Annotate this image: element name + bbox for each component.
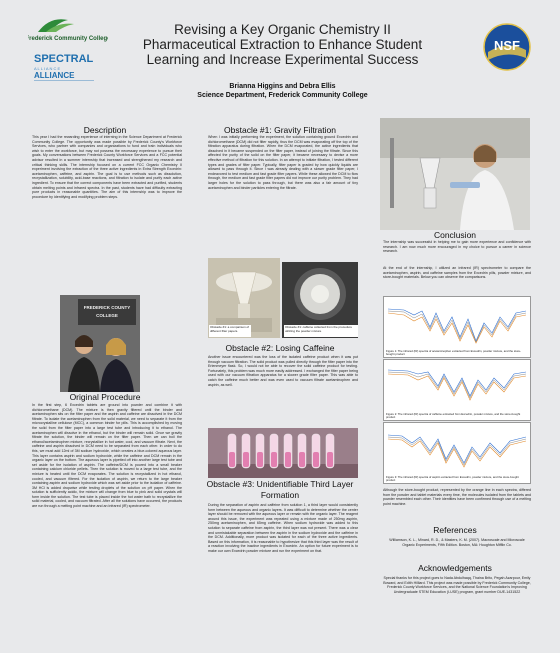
ir-spectrum-figure-3 <box>383 422 531 484</box>
nsf-logo-text: NSF <box>494 38 520 53</box>
authors: Brianna Higgins and Debra Ellis <box>229 83 336 90</box>
conclusion-text-1: The internship was successful in helping me to gain more experience and confidence with research. I am now much more encouraged in my choice to pursue a career in science research. <box>383 240 531 254</box>
sa-logo-sub-top: A L L I A N C E <box>34 66 61 71</box>
conclusion-text-2: At the end of the internship, I utilized an infrared (IR) spectrometer to compare the acetaminophen, aspirin, and caffeine samples from the Excedrin pills, powder mixture, and store-bought materials. Below you can observe the comparisons. <box>383 266 531 280</box>
lab-work-photo <box>380 118 530 230</box>
obstacle3-text: During the separation of aspirin and caffeine from solution 1, a third layer would consistently form between the aqueous and organic layers. It was difficult to determine whether the center layer should be removed with the aqueous layer or remain with the organic layer. The reagent around this issue, the experiment was repeated using a mixture made of 250mg aspirin, 250mg acetaminophen, and 65mg caffeine. When sodium hydroxide was added to this solution to separate caffeine from aspirin, the third layer was not present. There was a clear and unmistakable separation between the aspirin in the sodium hydroxide and the caffeine in the DCM. Additionally, more product was isolated for each of the three active ingredients. Based on this information, it is reasonable to hypothesize that this third layer was the result of a reaction involving the inactive ingredients in Excedrin. An option for future experiment is to make our own Excedrin powder mixture and run the experiment on that. <box>208 503 358 553</box>
obstacle3-title: Obstacle #3: Unidentifiable Third Layer Formation <box>206 479 354 500</box>
svg-text:COLLEGE: COLLEGE <box>96 313 118 318</box>
poster-authors <box>140 82 425 100</box>
ir-figure-3-caption: Figure 3: The infrared (IR) spectra of aspirin extracted from Excedrin, powder mixture, and the store-bought product <box>386 474 519 482</box>
acknowledgements-title: Acknowledgements <box>418 563 492 573</box>
fcc-logo <box>28 14 108 44</box>
acknowledgements-text: Special thanks for this project goes to Nada Abdulhaqq, Thaina Brito, Pegah Azarpour, Emily Boward, and Edith Hilliard. This project was made possible by Frederick Community College, Frederick County Workforce Services, and the National Science Foundation's Improving Undergraduate STEM Education (I-USE) program, grant number DUE-1431522 <box>383 576 531 594</box>
obstacle1-text: When I was initially performing the experiment, the solution containing ground Excedrin and dichloromethane (DCM) did not filter rapidly, thus the DCM was evaporating off the top of the filtration apparatus during filtration. When the DCM evaporated, the active ingredients that dissolved in it became suspended on the filter paper, instead of joining the filtrate. Since this affected the purity of the solid on the filter paper, it became necessary to devise a more effective method of filtration for this solution. In an attempt to initiate filtration, I tested different types and grades of filter paper. Typically, filter paper is graded by how quickly liquids are allowed to pass through it. Since I was already dealing with a slower grade filter paper, I endeavored to test medium and fast grade filter papers. While these allowed the DCM to flow through, the medium and fast grade filter papers did not improve our purity problem. They had larger holes for the solution to pass through, but there was also a fair amount of tiny acetaminophen and binder particles entering the filtrate. <box>208 135 358 190</box>
references-title: References <box>433 525 477 535</box>
ir-figure-2-caption: Figure 2: The infrared (IR) spectra of caffeine extracted from Excedrin, powder mixture, and the store-bought product <box>386 411 521 419</box>
affiliation: Science Department, Frederick Community College <box>197 92 368 99</box>
original-procedure-text: In the first step, 6 Excedrin tablets are ground into powder and combine it with dichloromethane (DCM). The mixture is then gravity filtered until the binder and acetaminophen sits on the filter paper and the aspirin and caffeine are dissolved in the DCM filtrate. To isolate the acetaminophen from the solid material, we need to separate it from the microcrystalline cellulose (MCC), a common binder for pills. This is accomplished by moving the solid from the filter paper into a large test tube and introducing it to ethanol. The acetaminophen will dissolve in the ethanol, but the binder will remain solid. Once we gravity filtrate the solution, the binder will remain on the filter paper. Then we can boil the ethanol/acetaminophen mixture, recrystallize in hot water, cool, and vacuum filtrate. Next, the caffeine and aspirin dissolved in DCM need to be separated from each other. In order to do this, we must add 12ml of 3M sodium hydroxide, which creates a blue-colored aqueous layer. This layer contains aspirin and sodium hydroxide, while the caffeine and DCM remain in the organic layer on the bottom. The aqueous layer is pipetted off into another large test tube and set aside for the isolation of aspirin. The caffeine/DCM is poured into a small beaker containing calcium chloride pellets. Then the solution is moved to a large test tube, and the mixture is heated until the DCM evaporates. The solution is recrystallized in hot ethanol, cooled, and vacuum filtered. For the isolation of aspirin, we return to the large beaker containing aspirin and sodium hydroxide which was set aside prior to the isolation of caffeine. 3M HCl is added dropwise while testing droplets of the solution on pH paper. When the solution is sufficiently acidic, the mixture will change from blue to pink and solid crystals will form inside the solution. The test tube is placed inside the hot water bath to recrystallize the solid material, cooled, and vacuum filtrated. After all the solutions have occurred, the products are run through a melting point machine and an infrared (IR) spectrometer. <box>32 403 182 509</box>
sa-logo-main: SPECTRAL <box>34 53 94 65</box>
conclusion-title: Conclusion <box>433 230 477 240</box>
spectral-alliance-logo <box>28 48 108 84</box>
description-title: Description <box>83 125 127 135</box>
original-procedure-title: Original Procedure <box>69 392 141 402</box>
photo-sign-text: FREDERICK COUNTY <box>83 305 131 310</box>
obstacle1-title: Obstacle #1: Gravity Filtration <box>224 125 336 135</box>
obstacle2-text: Another issue encountered was the loss of the isolated caffeine product when it was put through vacuum filtration. The solid product was pulled directly through the filter paper into the Erlenmeyer flask. So, I would not be able to recover the solid caffeine product for testing. Fortunately, this problem was much more easily addressed. I exchanged the filter paper being used with our vacuum filtration apparatus for a slower grade filter paper. This was able to catch the caffeine much better and was even used to vacuum filtrate acetaminophen and aspirin, as well. <box>208 355 358 387</box>
ir-spectrum-figure-2 <box>383 359 531 421</box>
nsf-logo <box>482 22 532 72</box>
description-text: This year I had the rewarding experience of interning in the Science Department at Frederick Community College. The opportunity was made possible by Frederick County's Workforce Services, who partner with companies and organizations to fund and train individuals who wish to enter the workforce, but may not possess the necessary experience to pursue their goals. My conversations between Frederick County Workforce Services and a FCC potential advisor resulted in a summer internship that increased and strengthened my research and critical thinking skills. The internship focused on a current FCC Organic Chemistry II experiment involving the extraction of the three active ingredients in Extra Strength Excedrin: acetaminophen, caffeine, and aspirin. The goal is to use methods such as dissolution, recrystallization, solubility, acid-base reactions, and filtration to isolate and purify each active ingredient. To ensure that the correct components have been extracted and purified, students obtain melting points and infrared spectra. In the past, students have had difficulty extracting pure products in reasonable quantities. The aim of this internship was to improve the procedure by identifying and modifying problem steps. <box>32 135 182 199</box>
obstacle2-title: Obstacle #2: Losing Caffeine <box>225 343 335 353</box>
fcc-logo-text: Frederick Community College <box>28 36 108 42</box>
conclusion-text-3: Although the store-bought product, represented by the orange line in each spectra, differed from the powder and tablet materials every time, the molecules isolated from the tablets and powder resembled each other. Their identities have been confirmed through use of a melting point machine. <box>383 488 531 506</box>
references-text: Williamson, K. L., Minard, R. D., & Masters, K. M. (2007). Macroscale and Microscale Organic Experiments, Fifth Edition. Boston, MA: Houghton Mifflin Co. <box>389 538 525 547</box>
filter-papers-caption: Obstacle #1: a comparison of different filter papers. <box>209 325 251 337</box>
ir-spectrum-figure-1 <box>383 296 531 358</box>
poster-title: Revising a Key Organic Chemistry II Pharmaceutical Extraction to Enhance Student Learning and Increase Experimental Success <box>142 22 423 67</box>
intern-photo <box>60 295 140 392</box>
caffeine-caption: Obstacle #1: caffeine collected from the procedure utilizing the powder mixture <box>284 325 358 337</box>
test-tubes-photo <box>208 428 358 478</box>
ir-figure-1-caption: Figure 1: The infrared (IR) spectra of acetaminophen extracted from Excedrin, powder mixture, and the store-bought product <box>386 348 522 356</box>
svg-text:ALLIANCE: ALLIANCE <box>34 71 75 80</box>
